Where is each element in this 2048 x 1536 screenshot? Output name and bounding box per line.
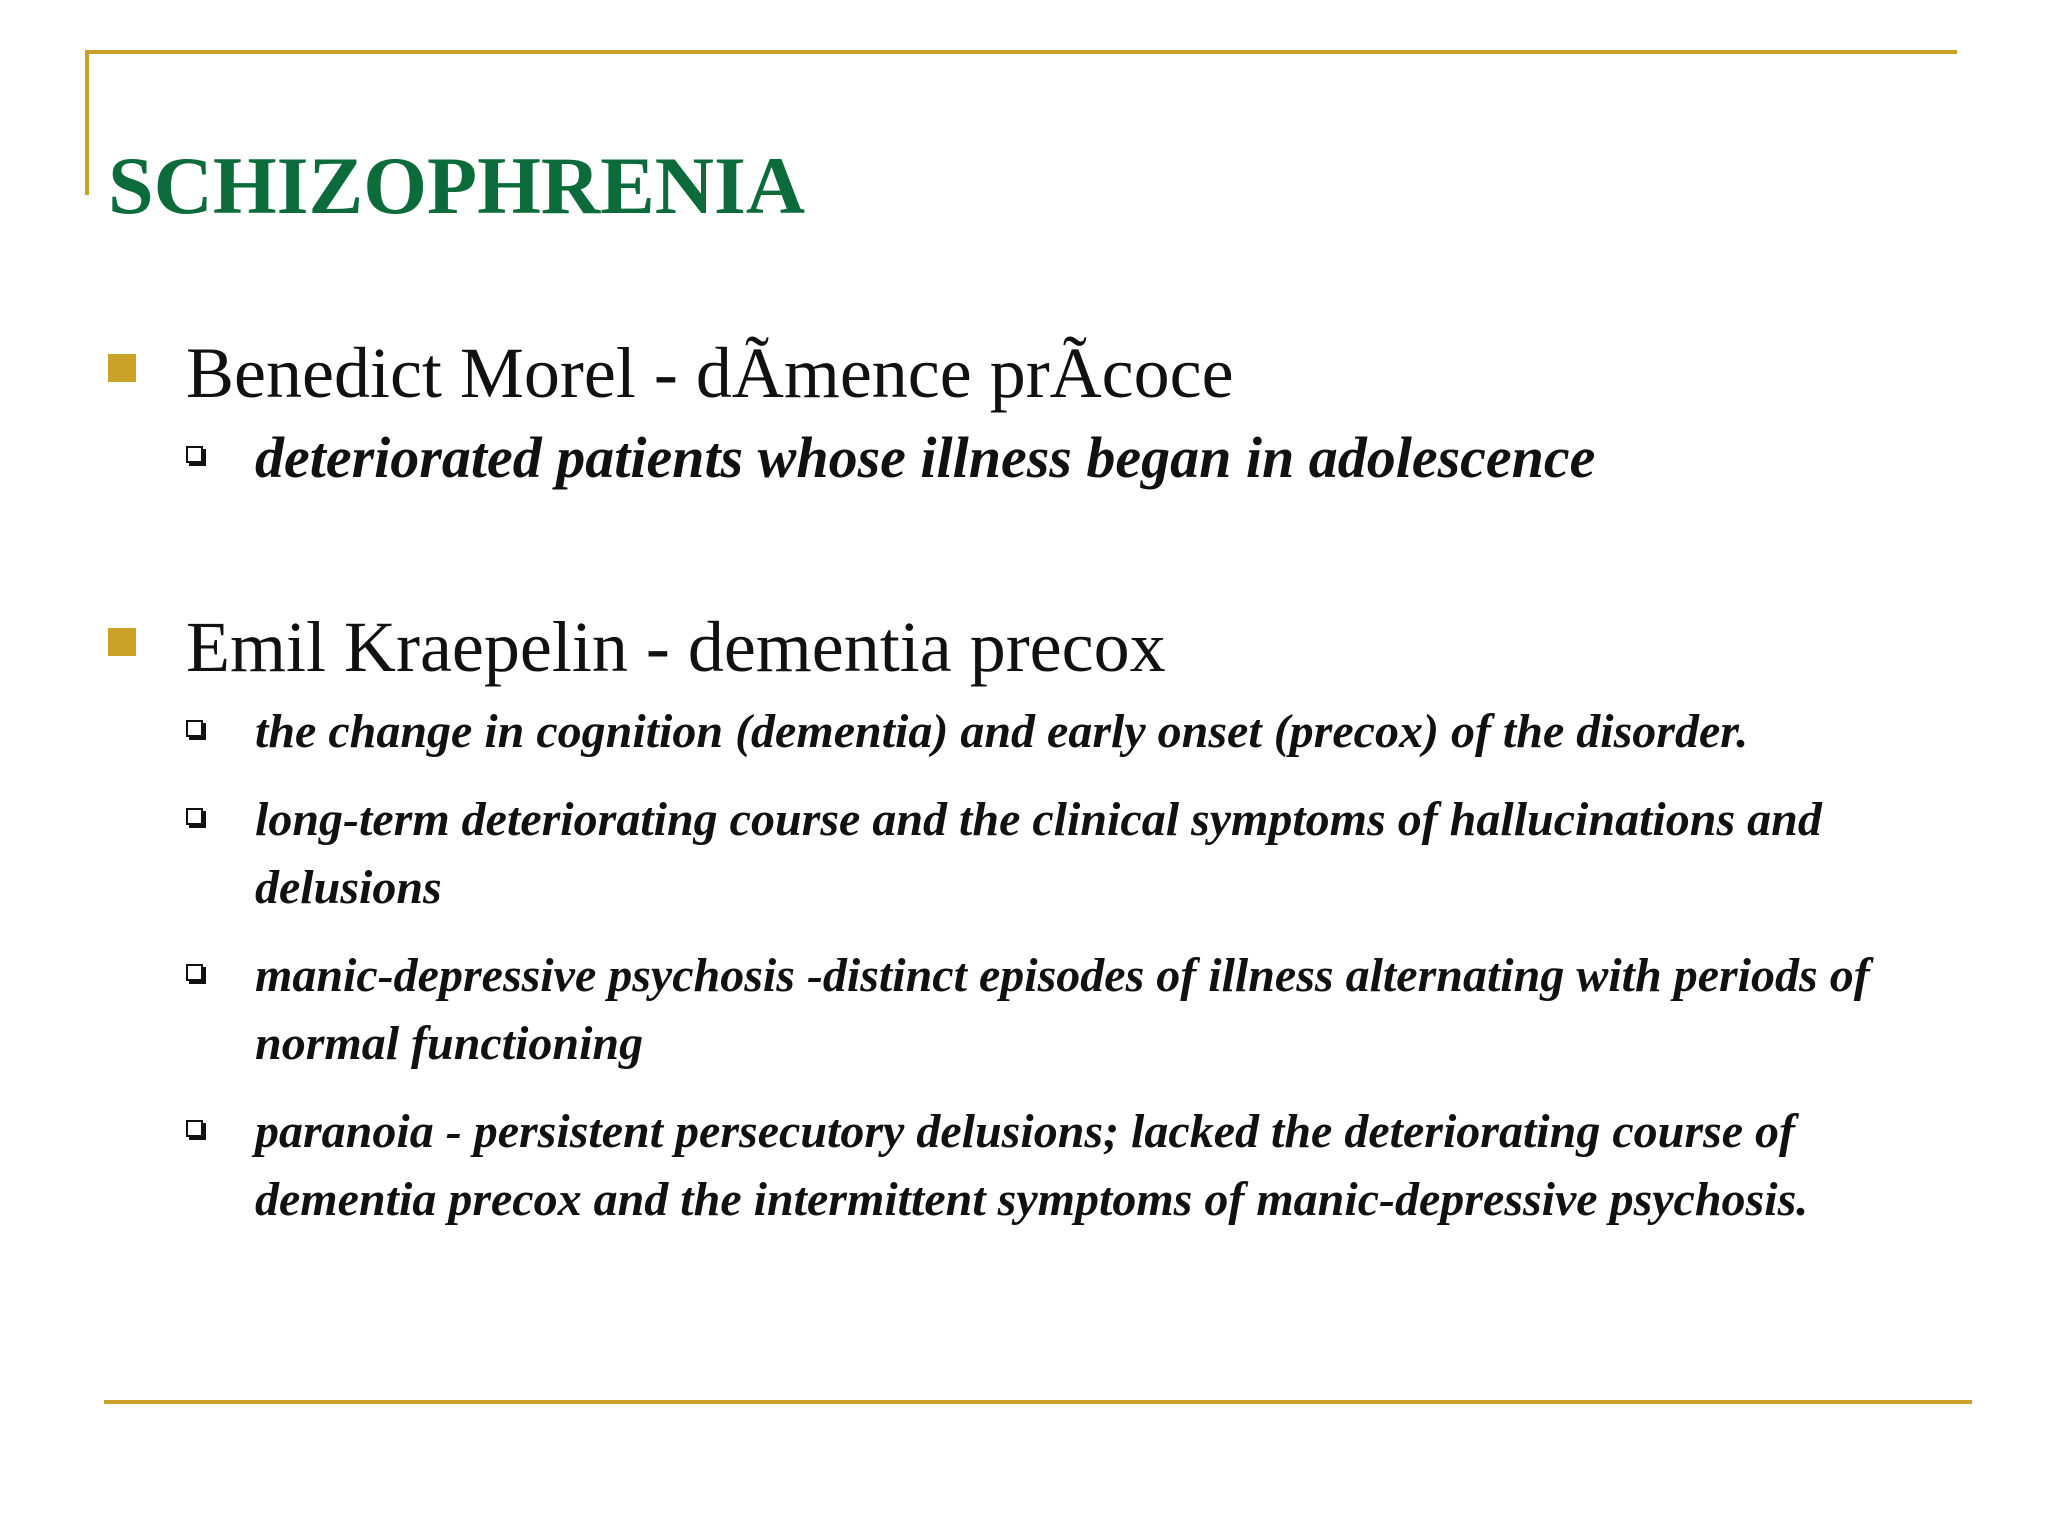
subbullet-item	[186, 698, 1928, 766]
subbullet-text: the change in cognition (dementia) and early onset (precox) of the disorder.	[255, 705, 1749, 758]
slide-title: SCHIZOPHRENIA	[108, 140, 806, 231]
hollow-square-bullet-icon	[186, 720, 203, 737]
subbullet-text: paranoia - persistent persecutory delusions; lacked the deteriorating course of dementia precox and the intermittent symptoms of manic-depressive psychosis.	[255, 1105, 1809, 1226]
subbullet-text: long-term deteriorating course and the clinical symptoms of hallucinations and delusions	[255, 793, 1822, 914]
bottom-border-line	[104, 1400, 1972, 1404]
top-border-line	[85, 50, 1957, 54]
subbullet-item	[186, 786, 1928, 922]
subbullet-text: deteriorated patients whose illness began in adolescence	[255, 425, 1596, 490]
square-bullet-icon	[108, 354, 136, 382]
bullet-item-kraepelin	[108, 604, 1928, 690]
hollow-square-bullet-icon	[186, 964, 203, 981]
slide-content	[108, 330, 1928, 1254]
hollow-square-bullet-icon	[186, 808, 203, 825]
bullet-text-morel: Benedict Morel - dÃmence prÃcoce	[186, 333, 1234, 413]
bullet-section-morel	[108, 330, 1928, 492]
bullet-item-morel	[108, 330, 1928, 416]
subbullet-item	[186, 424, 1928, 492]
subbullet-item	[186, 942, 1928, 1078]
left-border-line	[85, 50, 89, 195]
subbullet-item	[186, 1098, 1928, 1234]
subbullet-text: manic-depressive psychosis -distinct episodes of illness alternating with periods of normal functioning	[255, 949, 1870, 1070]
bullet-section-kraepelin	[108, 604, 1928, 1234]
square-bullet-icon	[108, 628, 136, 656]
hollow-square-bullet-icon	[186, 1120, 203, 1137]
hollow-square-bullet-icon	[186, 446, 203, 463]
bullet-text-kraepelin: Emil Kraepelin - dementia precox	[186, 607, 1166, 687]
